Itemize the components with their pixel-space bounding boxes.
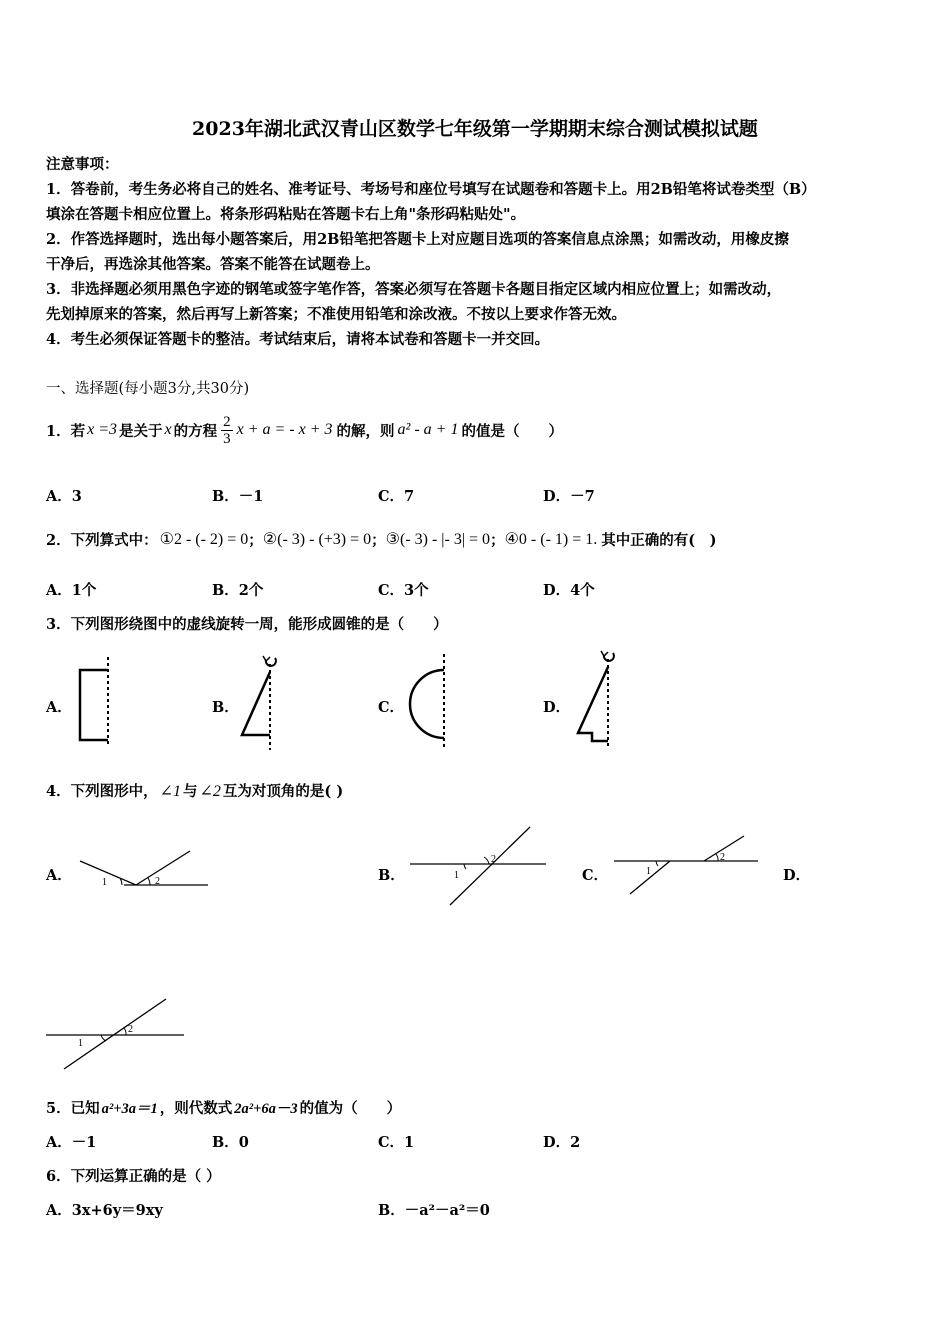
- notice-line: 3．非选择题必须用黑色字迹的钢笔或签字笔作答，答案必须写在答题卡各题目指定区域内相应位置上；如需改动，: [46, 281, 782, 298]
- figure-triangle: [236, 650, 281, 755]
- option: A．－1: [46, 1134, 97, 1151]
- figure-angles-a: [76, 845, 216, 895]
- option: B．2个: [212, 582, 264, 599]
- option-label: D．: [543, 699, 571, 716]
- angle-label-2: 2: [128, 1024, 133, 1035]
- option: B．－1: [212, 488, 264, 505]
- figure-stepped-triangle: [570, 645, 620, 755]
- option: A．1个: [46, 582, 97, 599]
- angle-label-1: 1: [454, 870, 459, 881]
- option: B．－a²－a²＝0: [378, 1202, 490, 1219]
- figure-angles-b: [408, 825, 550, 910]
- question-6: 6．下列运算正确的是（ ）: [46, 1168, 221, 1185]
- option-label: C．: [378, 699, 405, 716]
- question-2: 2．下列算式中： ①2 - (- 2) = 0 ； ②(- 3) - (+3) = 0 ； ③(- 3) - |- 3| = 0 ； ④0 - (- 1) = 1. 其中正确的有( ): [46, 531, 717, 549]
- notice-line: 1．答卷前，考生务必将自己的姓名、准考证号、考场号和座位号填写在试题卷和答题卡上。用2B铅笔将试卷类型（B）: [46, 181, 816, 198]
- figure-angles-d: [44, 995, 190, 1075]
- option-label: B．: [378, 867, 405, 884]
- question-1: 1．若 x =3 是关于 x 的方程 $\frac{2}{3}$ x + a = - x + 3 的解，则 a² - a + 1 的值是（ ）: [46, 413, 563, 447]
- option-label: A．: [46, 699, 72, 716]
- angle-label-2: 2: [491, 854, 496, 865]
- notice-heading: 注意事项：: [46, 156, 119, 173]
- angle-label-1: 1: [102, 877, 107, 888]
- option: A．3x+6y＝9xy: [46, 1202, 163, 1219]
- notice-line: 2．作答选择题时，选出每小题答案后，用2B铅笔把答题卡上对应题目选项的答案信息点涂黑；如需改动，用橡皮擦: [46, 231, 789, 248]
- notice-line: 干净后，再选涂其他答案。答案不能答在试题卷上。: [46, 256, 380, 273]
- figure-rectangle: [76, 655, 116, 750]
- option: D．2: [543, 1134, 581, 1151]
- question-4: 4．下列图形中， ∠1 与 ∠2 互为对顶角的是( ): [46, 782, 344, 800]
- question-3: 3．下列图形绕图中的虚线旋转一周，能形成圆锥的是（ ）: [46, 616, 448, 633]
- fraction: $\frac{2}{3}$: [223, 413, 231, 447]
- section-heading: 一、选择题(每小题3分,共30分): [46, 381, 250, 397]
- option-label: B．: [212, 699, 239, 716]
- option: C．3个: [378, 582, 429, 599]
- option: D．－7: [543, 488, 595, 505]
- option-label: A．: [46, 867, 72, 884]
- option-label: C．: [582, 867, 609, 884]
- option: D．4个: [543, 582, 595, 599]
- angle-label-2: 2: [720, 852, 725, 863]
- angle-label-1: 1: [78, 1038, 83, 1049]
- figure-semicircle: [404, 650, 454, 755]
- angle-label-2: 2: [155, 876, 160, 887]
- figure-angles-c: [612, 830, 762, 900]
- notice-line: 4．考生必须保证答题卡的整洁。考试结束后，请将本试卷和答题卡一并交回。: [46, 331, 550, 348]
- option: B．0: [212, 1134, 249, 1151]
- option: A．3: [46, 488, 82, 505]
- question-5: 5．已知 a²+3a＝1 ，则代数式 2a²+6a－3 的值为（ ）: [46, 1100, 402, 1117]
- notice-line: 填涂在答题卡相应位置上。将条形码粘贴在答题卡右上角"条形码粘贴处"。: [46, 206, 526, 223]
- option: C．7: [378, 488, 415, 505]
- page-title: 2023年湖北武汉青山区数学七年级第一学期期末综合测试模拟试题: [192, 118, 758, 140]
- angle-label-1: 1: [646, 866, 651, 877]
- notice-line: 先划掉原来的答案，然后再写上新答案；不准使用铅笔和涂改液。不按以上要求作答无效。: [46, 306, 626, 323]
- option-label: D．: [783, 867, 811, 884]
- option: C．1: [378, 1134, 415, 1151]
